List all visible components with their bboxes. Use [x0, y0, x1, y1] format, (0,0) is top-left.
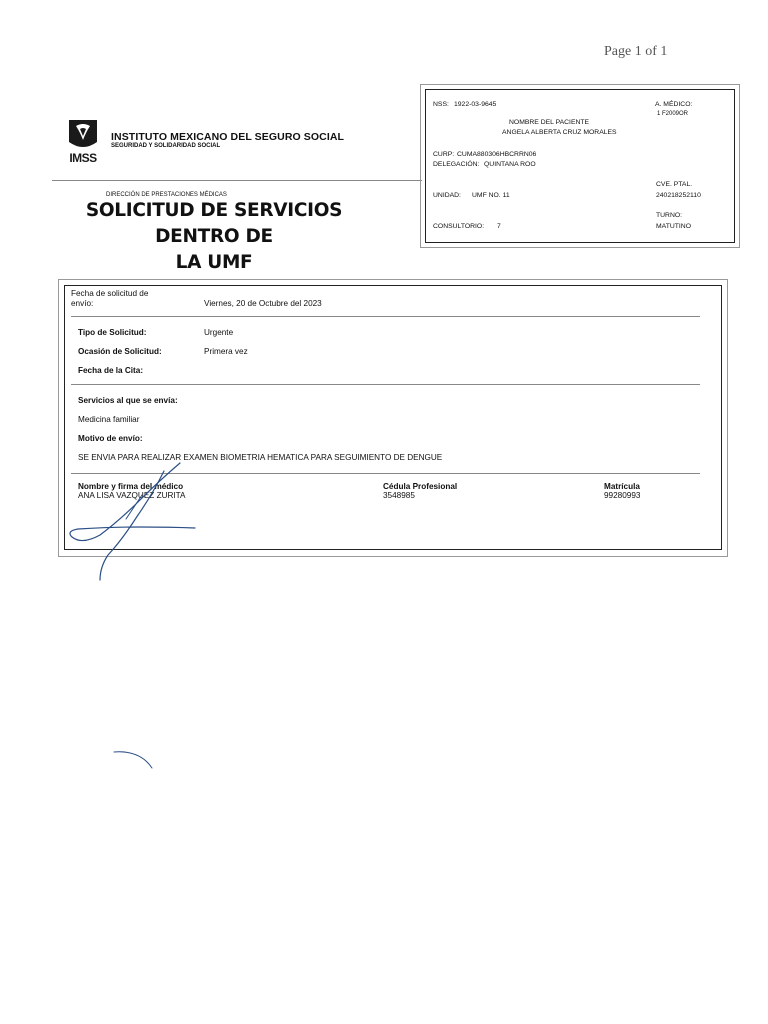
- delegacion-value: QUINTANA ROO: [484, 161, 536, 168]
- servicios-label: Servicios al que se envía:: [78, 396, 178, 405]
- nss-value: 1922-03-9645: [454, 101, 497, 108]
- department-label: DIRECCIÓN DE PRESTACIONES MÉDICAS: [106, 192, 227, 198]
- turno-value: MATUTINO: [656, 223, 691, 230]
- ocasion-solicitud-value: Primera vez: [204, 347, 248, 356]
- curp-value: CUMA880306HBCRRN06: [457, 151, 537, 158]
- form-divider-1: [71, 316, 700, 317]
- matricula-label: Matrícula: [604, 482, 640, 491]
- turno-label: TURNO:: [656, 212, 683, 219]
- matricula-value: 99280993: [604, 491, 641, 500]
- motivo-value: SE ENVIA PARA REALIZAR EXAMEN BIOMETRIA HEMATICA PARA SEGUIMIENTO DE DENGUE: [78, 453, 443, 462]
- svg-text:IMSS: IMSS: [69, 151, 97, 164]
- form-divider-2: [71, 384, 700, 385]
- consultorio-label: CONSULTORIO:: [433, 223, 485, 230]
- cedula-label: Cédula Profesional: [383, 482, 458, 491]
- nss-label: NSS:: [433, 101, 449, 108]
- curp-label: CURP:: [433, 151, 455, 158]
- medico-value: 1 F2009OR: [657, 111, 689, 117]
- ocasion-solicitud-label: Ocasión de Solicitud:: [78, 347, 162, 356]
- fecha-envio-value: Viernes, 20 de Octubre del 2023: [204, 299, 322, 308]
- medico-name-label: Nombre y firma del médico: [78, 482, 184, 491]
- cve-ptal-label: CVE. PTAL.: [656, 181, 693, 188]
- patient-name-label: NOMBRE DEL PACIENTE: [509, 119, 590, 126]
- header-divider: [52, 180, 422, 181]
- medico-name-value: ANA LISA VAZQUEZ ZURITA: [78, 491, 186, 500]
- tipo-solicitud-value: Urgente: [204, 328, 234, 337]
- fecha-envio-label-2: envío:: [71, 299, 94, 308]
- stray-pen-mark: [110, 748, 158, 772]
- medico-label: A. MÉDICO:: [655, 101, 693, 108]
- fecha-envio-label-1: Fecha de solicitud de: [71, 289, 149, 298]
- document-title-line2: LA UMF: [175, 252, 253, 273]
- consultorio-value: 7: [497, 223, 501, 230]
- page-number: Page 1 of 1: [604, 44, 668, 59]
- institution-subtitle: SEGURIDAD Y SOLIDARIDAD SOCIAL: [111, 143, 221, 149]
- patient-name-value: ANGELA ALBERTA CRUZ MORALES: [502, 129, 617, 136]
- document-title: [54, 198, 374, 276]
- cve-ptal-value: 240218252110: [656, 192, 701, 199]
- unidad-value: UMF NO. 11: [472, 192, 510, 199]
- servicios-value: Medicina familiar: [78, 415, 140, 424]
- institution-name: INSTITUTO MEXICANO DEL SEGURO SOCIAL: [111, 131, 345, 143]
- fecha-cita-label: Fecha de la Cita:: [78, 366, 144, 375]
- motivo-label: Motivo de envío:: [78, 434, 143, 443]
- delegacion-label: DELEGACIÓN:: [433, 161, 480, 168]
- tipo-solicitud-label: Tipo de Solicitud:: [78, 328, 147, 337]
- doctor-signature: [60, 455, 210, 590]
- document-title-line1: SOLICITUD DE SERVICIOS DENTRO DE: [85, 200, 343, 247]
- imss-logo: [64, 118, 102, 164]
- unidad-label: UNIDAD:: [433, 192, 461, 199]
- cedula-value: 3548985: [383, 491, 415, 500]
